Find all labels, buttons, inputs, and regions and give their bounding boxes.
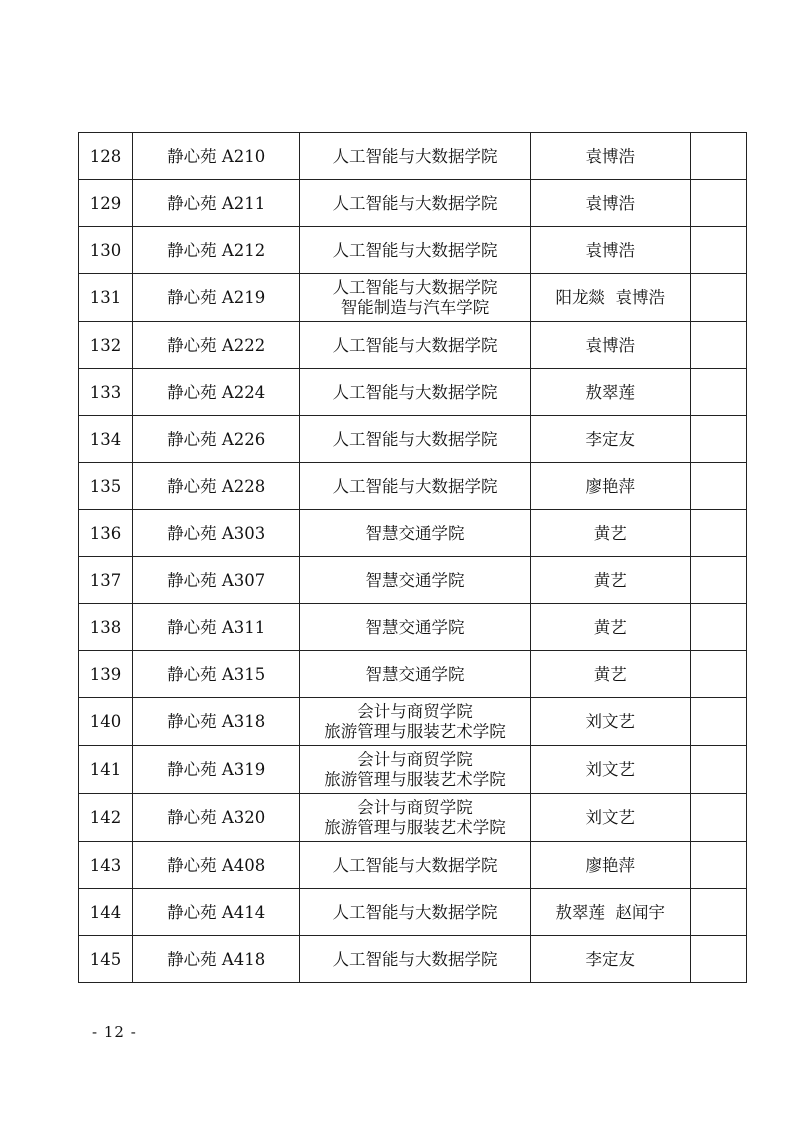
room-cell: 静心苑 A418 [133, 936, 300, 983]
table-body [79, 133, 747, 983]
row-number-cell: 137 [79, 557, 133, 604]
college-cell [300, 698, 530, 746]
note-cell [690, 889, 746, 936]
note-cell [690, 604, 746, 651]
college-cell [300, 557, 530, 604]
person-cell: 李定友 [530, 936, 690, 983]
row-number-cell: 136 [79, 510, 133, 557]
note-cell [690, 794, 746, 842]
college-cell [300, 227, 530, 274]
college-name: 人工智能与大数据学院 [332, 429, 498, 449]
college-cell [300, 322, 530, 369]
note-cell [690, 651, 746, 698]
room-cell: 静心苑 A315 [133, 651, 300, 698]
page-number: - 12 - [92, 1023, 137, 1041]
college-cell [300, 746, 530, 794]
row-number-cell: 129 [79, 180, 133, 227]
row-number-cell: 131 [79, 274, 133, 322]
room-cell: 静心苑 A226 [133, 416, 300, 463]
college-cell [300, 274, 530, 322]
room-cell: 静心苑 A311 [133, 604, 300, 651]
note-cell [690, 180, 746, 227]
note-cell [690, 133, 746, 180]
table-row [79, 557, 747, 604]
note-cell [690, 510, 746, 557]
note-cell [690, 842, 746, 889]
room-cell: 静心苑 A303 [133, 510, 300, 557]
college-name: 会计与商贸学院 [357, 701, 473, 721]
note-cell [690, 557, 746, 604]
college-cell [300, 604, 530, 651]
table-row [79, 936, 747, 983]
college-name: 智慧交通学院 [365, 664, 465, 684]
person-cell: 廖艳萍 [530, 463, 690, 510]
college-cell [300, 842, 530, 889]
college-name: 人工智能与大数据学院 [332, 476, 498, 496]
table-row [79, 746, 747, 794]
college-cell [300, 369, 530, 416]
person-cell: 廖艳萍 [530, 842, 690, 889]
note-cell [690, 322, 746, 369]
row-number-cell: 143 [79, 842, 133, 889]
table-row [79, 274, 747, 322]
person-cell: 阳龙燚 袁博浩 [530, 274, 690, 322]
room-cell: 静心苑 A320 [133, 794, 300, 842]
person-cell: 刘文艺 [530, 698, 690, 746]
room-cell: 静心苑 A319 [133, 746, 300, 794]
college-name: 智慧交通学院 [365, 617, 465, 637]
college-cell [300, 889, 530, 936]
person-cell: 黄艺 [530, 510, 690, 557]
college-cell [300, 794, 530, 842]
room-cell: 静心苑 A414 [133, 889, 300, 936]
note-cell [690, 698, 746, 746]
dormitory-assignment-table [78, 132, 747, 983]
college-name: 会计与商贸学院 [357, 749, 473, 769]
room-cell: 静心苑 A211 [133, 180, 300, 227]
row-number-cell: 140 [79, 698, 133, 746]
college-name: 人工智能与大数据学院 [332, 335, 498, 355]
room-cell: 静心苑 A222 [133, 322, 300, 369]
college-cell [300, 180, 530, 227]
room-cell: 静心苑 A210 [133, 133, 300, 180]
note-cell [690, 274, 746, 322]
college-cell [300, 463, 530, 510]
college-name: 人工智能与大数据学院 [332, 382, 498, 402]
table-row [79, 227, 747, 274]
person-cell: 黄艺 [530, 604, 690, 651]
note-cell [690, 936, 746, 983]
room-cell: 静心苑 A318 [133, 698, 300, 746]
college-name: 会计与商贸学院 [357, 797, 473, 817]
table-row [79, 698, 747, 746]
table-row [79, 842, 747, 889]
college-cell [300, 651, 530, 698]
person-cell: 袁博浩 [530, 180, 690, 227]
college-name: 智能制造与汽车学院 [340, 297, 490, 317]
person-cell: 李定友 [530, 416, 690, 463]
person-cell: 袁博浩 [530, 322, 690, 369]
college-name: 旅游管理与服装艺术学院 [324, 721, 506, 741]
row-number-cell: 138 [79, 604, 133, 651]
person-cell: 刘文艺 [530, 746, 690, 794]
row-number-cell: 134 [79, 416, 133, 463]
table-row [79, 322, 747, 369]
row-number-cell: 130 [79, 227, 133, 274]
college-name: 人工智能与大数据学院 [332, 902, 498, 922]
row-number-cell: 135 [79, 463, 133, 510]
row-number-cell: 142 [79, 794, 133, 842]
table-row [79, 463, 747, 510]
person-cell: 敖翠莲 [530, 369, 690, 416]
room-cell: 静心苑 A212 [133, 227, 300, 274]
college-name: 旅游管理与服装艺术学院 [324, 769, 506, 789]
table-row [79, 794, 747, 842]
table-row [79, 133, 747, 180]
note-cell [690, 463, 746, 510]
table-row [79, 416, 747, 463]
college-cell [300, 416, 530, 463]
room-cell: 静心苑 A224 [133, 369, 300, 416]
college-name: 智慧交通学院 [365, 523, 465, 543]
college-name: 人工智能与大数据学院 [332, 949, 498, 969]
table-row [79, 651, 747, 698]
table-row [79, 889, 747, 936]
table-row [79, 510, 747, 557]
table-row [79, 180, 747, 227]
row-number-cell: 132 [79, 322, 133, 369]
college-name: 智慧交通学院 [365, 570, 465, 590]
college-name: 人工智能与大数据学院 [332, 146, 498, 166]
college-cell [300, 510, 530, 557]
person-cell: 袁博浩 [530, 227, 690, 274]
row-number-cell: 139 [79, 651, 133, 698]
college-name: 人工智能与大数据学院 [332, 240, 498, 260]
note-cell [690, 369, 746, 416]
room-cell: 静心苑 A228 [133, 463, 300, 510]
note-cell [690, 227, 746, 274]
college-cell [300, 133, 530, 180]
college-cell [300, 936, 530, 983]
person-cell: 刘文艺 [530, 794, 690, 842]
row-number-cell: 141 [79, 746, 133, 794]
room-cell: 静心苑 A408 [133, 842, 300, 889]
table-row [79, 604, 747, 651]
room-cell: 静心苑 A219 [133, 274, 300, 322]
person-cell: 黄艺 [530, 557, 690, 604]
college-name: 人工智能与大数据学院 [332, 855, 498, 875]
person-cell: 黄艺 [530, 651, 690, 698]
row-number-cell: 145 [79, 936, 133, 983]
room-cell: 静心苑 A307 [133, 557, 300, 604]
row-number-cell: 128 [79, 133, 133, 180]
row-number-cell: 133 [79, 369, 133, 416]
note-cell [690, 416, 746, 463]
table-row [79, 369, 747, 416]
college-name: 旅游管理与服装艺术学院 [324, 817, 506, 837]
college-name: 人工智能与大数据学院 [332, 193, 498, 213]
row-number-cell: 144 [79, 889, 133, 936]
person-cell: 敖翠莲 赵闻宇 [530, 889, 690, 936]
person-cell: 袁博浩 [530, 133, 690, 180]
note-cell [690, 746, 746, 794]
college-name: 人工智能与大数据学院 [332, 277, 498, 297]
